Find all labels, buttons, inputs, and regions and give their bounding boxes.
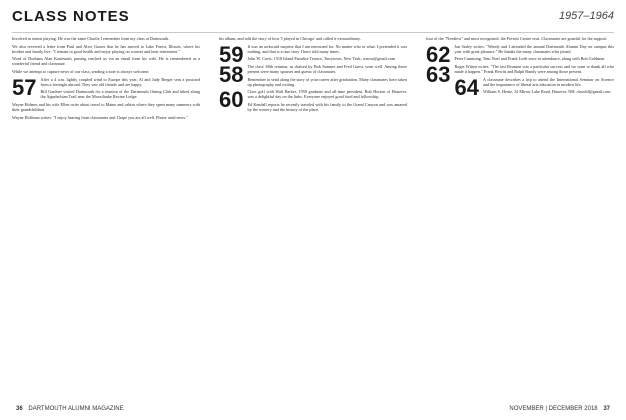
page-number-right: 37: [603, 406, 610, 412]
note-paragraph: [12, 89, 200, 99]
note-text: Peter Cumming, Tom Noel and Frank Loeb were in attendance, along with Bob Goldman.: [454, 56, 606, 62]
class-year-numeral: 60: [219, 87, 244, 113]
note-text: Wayne Holmes and his wife Ellen write about travel to Maine and cabins where they spent many summers with their grandchildren.: [12, 101, 200, 113]
note-paragraph: [12, 44, 200, 54]
note-text: John W. Cavis, 1518 Island Paradise Terrace, Tarrytown, New York; scnosr@gmail.com: [247, 56, 396, 62]
note-text: William S. Hentz, 34 Mirror Lake Road, Hanover, NH; class64@gmail.com: [482, 89, 611, 95]
note-paragraph: [426, 56, 614, 61]
column-3: [426, 36, 614, 404]
class-year-numeral: 58: [219, 61, 244, 87]
class-year-numeral: 59: [219, 41, 244, 67]
note-text: Involved in tennis playing. He was the same Charlie I remember from my class at Dartmouth.: [12, 36, 170, 41]
note-text: Bill Gardner visited Dartmouth for a reunion of the Dartmouth Outing Club and hiked along the Appalachian Trail near the Moosilauke Ravine Lodge.: [40, 89, 200, 100]
note-text: We also received a letter from Paul and Alice Gasser that he has moved to Lake Forest, Illinois, where his brother and family live. "I remain in good health and enjoy playing on courses and hear retirement.": [12, 43, 200, 54]
note-paragraph: [12, 102, 200, 112]
section-title: CLASS NOTES: [12, 8, 130, 25]
class-year-numeral: 63: [426, 61, 451, 87]
note-text: A classmate describes a trip to attend the International Seminar on Science and the importance of liberal arts education in modern life.: [482, 76, 614, 87]
publication-date-right: NOVEMBER | DECEMBER 2018: [509, 406, 598, 412]
note-text: four of the "Neediest" and most recognized, the Prewitt Center visit. Classmates are grateful for the support.: [426, 36, 608, 41]
note-text: Ed Kendall reports he recently traveled with his family to the Grand Canyon and was amazed by the scenery and the history of the place.: [247, 101, 407, 113]
note-text: Remember to send along the story of your career after graduation. Many classmates have taken up photography and writing.: [247, 76, 407, 87]
note-text: Word of Donham Alan Kaufman's passing reached us via an email from his wife. He is remembered as a wonderful friend and classmate.: [12, 56, 200, 67]
footer-left: [12, 406, 124, 412]
note-paragraph: [12, 115, 200, 120]
class-year-range: 1957–1964: [558, 10, 614, 22]
note-paragraph: [12, 36, 200, 41]
note-text: While we attempt to capture news of our class, sending a note is always welcome.: [12, 68, 150, 74]
note-paragraph: [219, 77, 407, 87]
column-1: [12, 36, 200, 404]
class-year-numeral: 64: [454, 74, 479, 100]
note-paragraph: [12, 69, 200, 74]
class-year-numeral: 57: [12, 74, 37, 100]
note-paragraph: [219, 102, 407, 112]
note-text: Roger Witten writes: "The last Reunion was a particular success and we want to thank all who made it happen." Frank Hewitt and Ralph Bundy were among those present.: [454, 63, 614, 74]
note-text: Jan Staley writes: "Wendy and I attended the annual Dartmouth Alumni Day on campus this year with great pleasure." He thanks the many classmates who joined.: [454, 43, 614, 54]
class-year-numeral: 62: [426, 41, 451, 67]
note-text: The class' 60th reunion, as chaired by Bob Sumner and Fred Guest, went well. Among those present were many spouses and guests of classmates.: [247, 63, 407, 74]
footer-right: [509, 406, 614, 412]
page-header: [12, 6, 614, 33]
page-number-left: 36: [16, 406, 23, 412]
note-paragraph: [219, 36, 407, 41]
column-2: [219, 36, 407, 404]
note-text: After a 4 a.m. lightly coupled wind to Europe this year, Al and Judy Berger sent a postcard from a fortnight abroad. They saw old friends and are happy.: [40, 76, 200, 87]
note-paragraph: [219, 56, 407, 61]
note-text: his album, and told the story of how 'I played in Chicago' and called it extraordinary.: [219, 36, 361, 41]
note-text: It was an awkward surprise that I am renowned for. No matter who or what. I pretended it was nothing, and that is a true story I have told many times.: [247, 43, 407, 54]
note-text: Class golf with Walt Barker, 1958 graduate and all-time president, Bob Horton of Hanover, was a delightful day on the links. Everyone enjoyed good food and fellowship.: [247, 89, 407, 100]
note-paragraph: [426, 36, 614, 41]
page-footer: [12, 404, 614, 416]
note-paragraph: [12, 56, 200, 66]
note-text: Wayne Hoffman writes: "I enjoy hearing from classmates and I hope you are all well. Please send news.": [12, 114, 188, 120]
publication-name-left: DARTMOUTH ALUMNI MAGAZINE: [28, 406, 124, 412]
